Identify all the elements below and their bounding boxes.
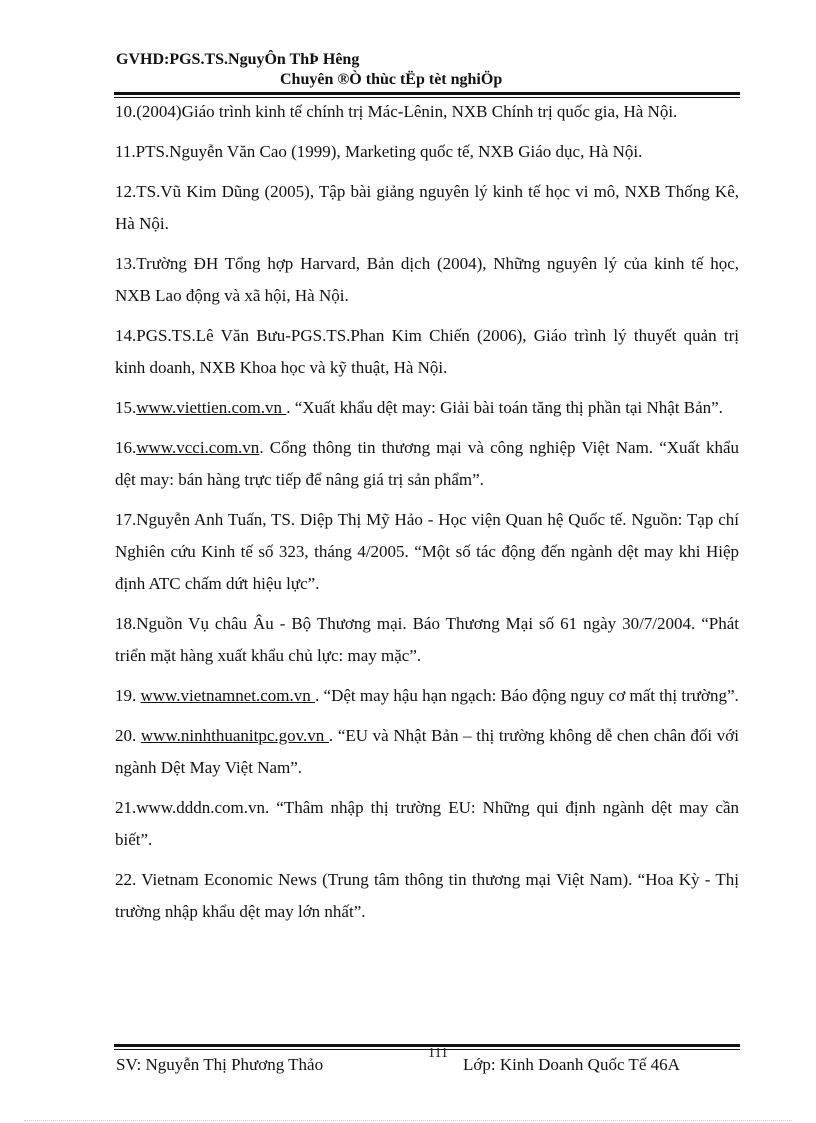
header-rule-thick bbox=[114, 92, 740, 95]
reference-item: 22. Vietnam Economic News (Trung tâm thông tin thương mại Việt Nam). “Hoa Kỳ - Thị trường nhập khẩu dệt may lớn nhất”. bbox=[115, 870, 740, 921]
reference-link[interactable]: www.vietnamnet.com.vn bbox=[140, 686, 316, 705]
header-subtitle: Chuyên ®Ò thùc tËp tèt nghiÖp bbox=[280, 71, 503, 88]
footer-rule-thick bbox=[114, 1044, 740, 1047]
page-number: 111 bbox=[428, 1046, 448, 1061]
reference-item: 19. www.vietnamnet.com.vn . “Dệt may hậu hạn ngạch: Báo động nguy cơ mất thị trường”. bbox=[115, 686, 739, 705]
reference-link[interactable]: www.ninhthuanitpc.gov.vn bbox=[140, 726, 329, 745]
reference-link[interactable]: www.viettien.com.vn bbox=[136, 398, 287, 417]
reference-item: 20. www.ninhthuanitpc.gov.vn . “EU và Nhật Bản – thị trường không dễ chen chân đối với ngành Dệt May Việt Nam”. bbox=[115, 726, 740, 777]
reference-item: 16.www.vcci.com.vn. Cổng thông tin thương mại và công nghiệp Việt Nam. “Xuất khẩu dệt may: bán hàng trực tiếp để nâng giá trị sản phẩm”. bbox=[115, 438, 739, 489]
reference-item: 15.www.viettien.com.vn . “Xuất khẩu dệt may: Giải bài toán tăng thị phần tại Nhật Bản”. bbox=[115, 398, 723, 417]
reference-item: 18.Nguồn Vụ châu Âu - Bộ Thương mại. Báo Thương Mại số 61 ngày 30/7/2004. “Phát triển mặt hàng xuất khẩu chủ lực: may mặc”. bbox=[115, 614, 739, 665]
reference-link[interactable]: www.vcci.com.vn bbox=[136, 438, 260, 457]
page-edge-divider bbox=[24, 1120, 792, 1121]
reference-item: 14.PGS.TS.Lê Văn Bưu-PGS.TS.Phan Kim Chiến (2006), Giáo trình lý thuyết quản trị kinh doanh, NXB Khoa học và kỹ thuật, Hà Nội. bbox=[115, 326, 739, 377]
footer-class: Lớp: Kinh Doanh Quốc Tế 46A bbox=[463, 1055, 680, 1074]
reference-item: 10.(2004)Giáo trình kinh tế chính trị Mác-Lênin, NXB Chính trị quốc gia, Hà Nội. bbox=[115, 102, 678, 121]
reference-item: 13.Trường ĐH Tổng hợp Harvard, Bản dịch (2004), Những nguyên lý của kinh tế học, NXB Lao động và xã hội, Hà Nội. bbox=[115, 254, 739, 305]
reference-list bbox=[115, 96, 739, 936]
footer-student: SV: Nguyễn Thị Phương Thảo bbox=[116, 1055, 324, 1074]
header-supervisor: GVHD:PGS.TS.NguyÔn ThÞ Hêng bbox=[116, 51, 360, 68]
reference-item: 11.PTS.Nguyễn Văn Cao (1999), Marketing quốc tế, NXB Giáo dục, Hà Nội. bbox=[115, 142, 643, 161]
reference-item: 17.Nguyễn Anh Tuấn, TS. Diệp Thị Mỹ Hảo - Học viện Quan hệ Quốc tế. Nguồn: Tạp chí Nghiên cứu Kinh tế số 323, tháng 4/2005. “Một số tác động đến ngành dệt may khi Hiệp định ATC chấm dứt hiệu lực”. bbox=[115, 510, 739, 593]
reference-item: 12.TS.Vũ Kim Dũng (2005), Tập bài giảng nguyên lý kinh tế học vi mô, NXB Thống Kê, Hà Nội. bbox=[115, 182, 739, 233]
footer-rule-thin bbox=[114, 1049, 740, 1050]
reference-item: 21.www.dddn.com.vn. “Thâm nhập thị trường EU: Những qui định ngành dệt may cần biết”. bbox=[115, 798, 739, 849]
